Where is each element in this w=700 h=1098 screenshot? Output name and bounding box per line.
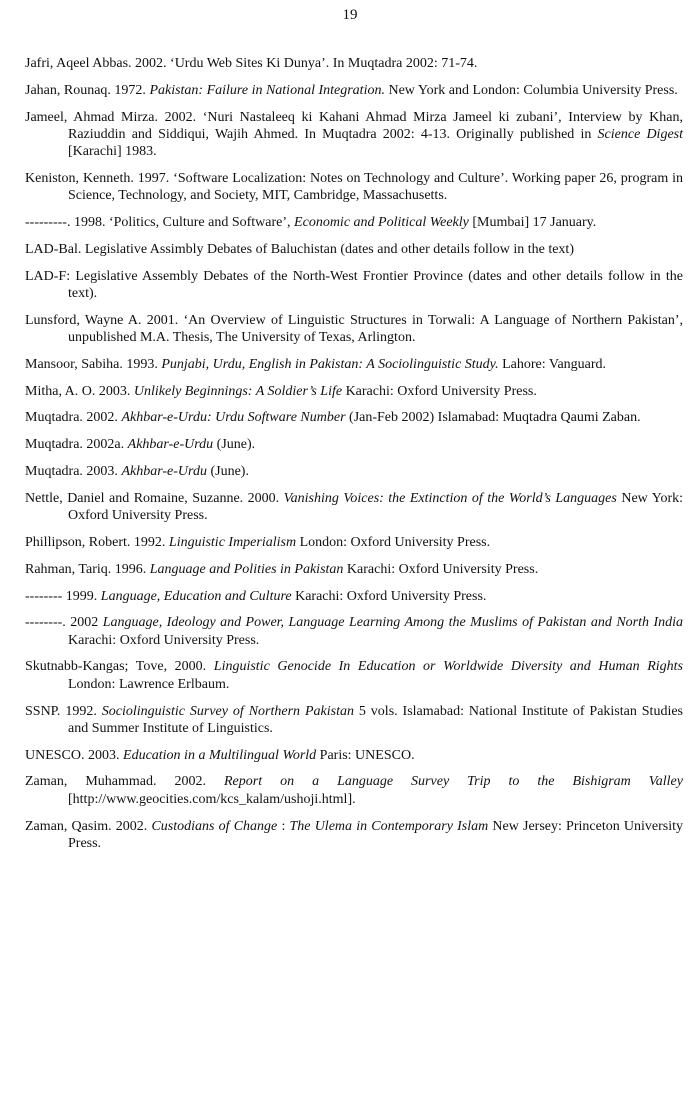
reference-text: LAD-Bal. Legislative Assimbly Debates of Baluchistan (dates and other details follow in the text) (25, 241, 574, 257)
reference-text: -------- 1999. (25, 588, 101, 604)
reference-text: [http://www.geocities.com/kcs_kalam/ushoji.html]. (68, 791, 356, 807)
reference-entry (25, 383, 683, 400)
reference-title: Linguistic Imperialism (168, 534, 297, 550)
reference-entry (25, 109, 683, 161)
reference-text: Karachi: Oxford University Press. (291, 588, 487, 604)
reference-text: [Karachi] 1983. (68, 144, 157, 160)
reference-text: (Jan-Feb 2002) Islamabad: Muqtadra Qaumi Zaban. (345, 410, 641, 426)
reference-text: --------. 2002 (25, 615, 103, 631)
reference-entry (25, 588, 683, 605)
reference-entry (25, 55, 683, 72)
reference-title: Report on a Language Survey Trip to the Bishigram Valley (224, 774, 683, 790)
reference-entry (25, 658, 683, 693)
reference-text: ---------. 1998. ‘Politics, Culture and Software’, (25, 215, 295, 231)
reference-title: Custodians of Change (151, 818, 278, 834)
reference-entry (25, 490, 683, 525)
reference-text: UNESCO. 2003. (25, 747, 124, 763)
reference-title: Language and Polities in Pakistan (149, 561, 344, 577)
reference-text: Nettle, Daniel and Romaine, Suzanne. 2000. (25, 490, 284, 506)
page-number: 19 (342, 7, 358, 23)
reference-text: Jahan, Rounaq. 1972. (25, 82, 150, 98)
reference-text: Mansoor, Sabiha. 1993. (25, 356, 162, 372)
reference-text: (June). (213, 437, 256, 453)
reference-text: Muqtadra. 2002. (25, 410, 122, 426)
reference-title: Linguistic Genocide In Education or Worldwide Diversity and Human Rights (213, 659, 683, 675)
reference-entry (25, 436, 683, 453)
reference-text: Karachi: Oxford University Press. (342, 383, 537, 399)
reference-text: Phillipson, Robert. 1992. (25, 534, 169, 550)
reference-text: New Jersey: Princeton University Press. (68, 818, 683, 851)
reference-text: New York and London: Columbia University Press. (384, 82, 678, 98)
reference-entry (25, 356, 683, 373)
reference-title: Sociolinguistic Survey of Northern Pakistan (101, 703, 354, 719)
reference-text: Jameel, Ahmad Mirza. 2002. ‘Nuri Nastaleeq ki Kahani Ahmad Mirza Jameel ki zubani’, Interview by Khan, Raziuddin and Siddiqui, Wajih Ahmed. In Muqtadra 2002: 4-13. Originally published in (25, 109, 683, 142)
reference-title: Education in a Multilingual World (123, 747, 317, 763)
reference-entry (25, 268, 683, 303)
reference-title: Economic and Political Weekly (294, 215, 469, 231)
reference-text: Muqtadra. 2003. (25, 464, 122, 480)
reference-text: [Mumbai] 17 January. (468, 215, 597, 231)
reference-entry (25, 747, 683, 764)
reference-entry (25, 773, 683, 808)
reference-text: Mitha, A. O. 2003. (25, 383, 134, 399)
reference-text: Zaman, Qasim. 2002. (25, 818, 152, 834)
reference-entry (25, 561, 683, 578)
reference-title: Language, Ideology and Power, Language Learning Among the Muslims of Pakistan and North India (102, 615, 684, 631)
reference-title: Punjabi, Urdu, English in Pakistan: A Sociolinguistic Study. (161, 356, 499, 372)
reference-text: LAD-F: Legislative Assembly Debates of the North-West Frontier Province (dates and other details follow in the text). (25, 268, 683, 301)
reference-title: Science Digest (597, 126, 683, 142)
reference-entry (25, 82, 683, 99)
reference-title: Unlikely Beginnings: A Soldier’s Life (133, 383, 343, 399)
reference-entry (25, 463, 683, 480)
reference-text: Rahman, Tariq. 1996. (25, 561, 150, 577)
reference-text: (June). (206, 464, 249, 480)
reference-entry (25, 312, 683, 347)
reference-entry (25, 170, 683, 205)
reference-list (25, 55, 683, 862)
reference-entry (25, 409, 683, 426)
reference-text: : (277, 818, 290, 834)
reference-text: Zaman, Muhammad. 2002. (25, 774, 224, 790)
reference-title: The Ulema in Contemporary Islam (289, 818, 489, 834)
reference-text: Skutnabb-Kangas; Tove, 2000. (25, 659, 214, 675)
reference-text: New York: Oxford University Press. (68, 490, 683, 524)
reference-entry (25, 703, 683, 738)
reference-text: Karachi: Oxford University Press. (68, 632, 260, 648)
reference-entry (25, 241, 683, 258)
reference-entry (25, 614, 683, 649)
reference-text: Lahore: Vanguard. (498, 356, 607, 372)
reference-text: London: Oxford University Press. (296, 534, 491, 550)
reference-title: Vanishing Voices: the Extinction of the World’s Languages (283, 490, 617, 506)
reference-text: 5 vols. Islamabad: National Institute of Pakistan Studies and Summer Institute of Linguistics. (68, 703, 683, 736)
reference-text: Jafri, Aqeel Abbas. 2002. ‘Urdu Web Sites Ki Dunya’. In Muqtadra 2002: 71-74. (25, 56, 478, 71)
reference-text: Karachi: Oxford University Press. (343, 561, 539, 577)
reference-entry (25, 534, 683, 551)
reference-text: Keniston, Kenneth. 1997. ‘Software Localization: Notes on Technology and Culture’. Working paper 26, program in Science, Technology, and Society, MIT, Cambridge, Massachusetts. (25, 170, 683, 204)
reference-title: Pakistan: Failure in National Integration. (149, 82, 385, 98)
reference-entry (25, 818, 683, 853)
reference-title: Akhbar-e-Urdu (127, 437, 214, 453)
reference-title: Akhbar-e-Urdu (121, 464, 207, 480)
reference-text: Muqtadra. 2002a. (25, 437, 128, 453)
reference-text: Paris: UNESCO. (316, 747, 415, 763)
reference-text: Lunsford, Wayne A. 2001. ‘An Overview of Linguistic Structures in Torwali: A Language of Northern Pakistan’, unpublished M.A. Thesis, The University of Texas, Arlington. (25, 312, 683, 346)
reference-text: SSNP. 1992. (25, 703, 102, 719)
reference-entry (25, 214, 683, 231)
reference-title: Language, Education and Culture (100, 588, 292, 604)
reference-text: London: Lawrence Erlbaum. (68, 676, 230, 692)
reference-title: Akhbar-e-Urdu: Urdu Software Number (121, 410, 346, 426)
